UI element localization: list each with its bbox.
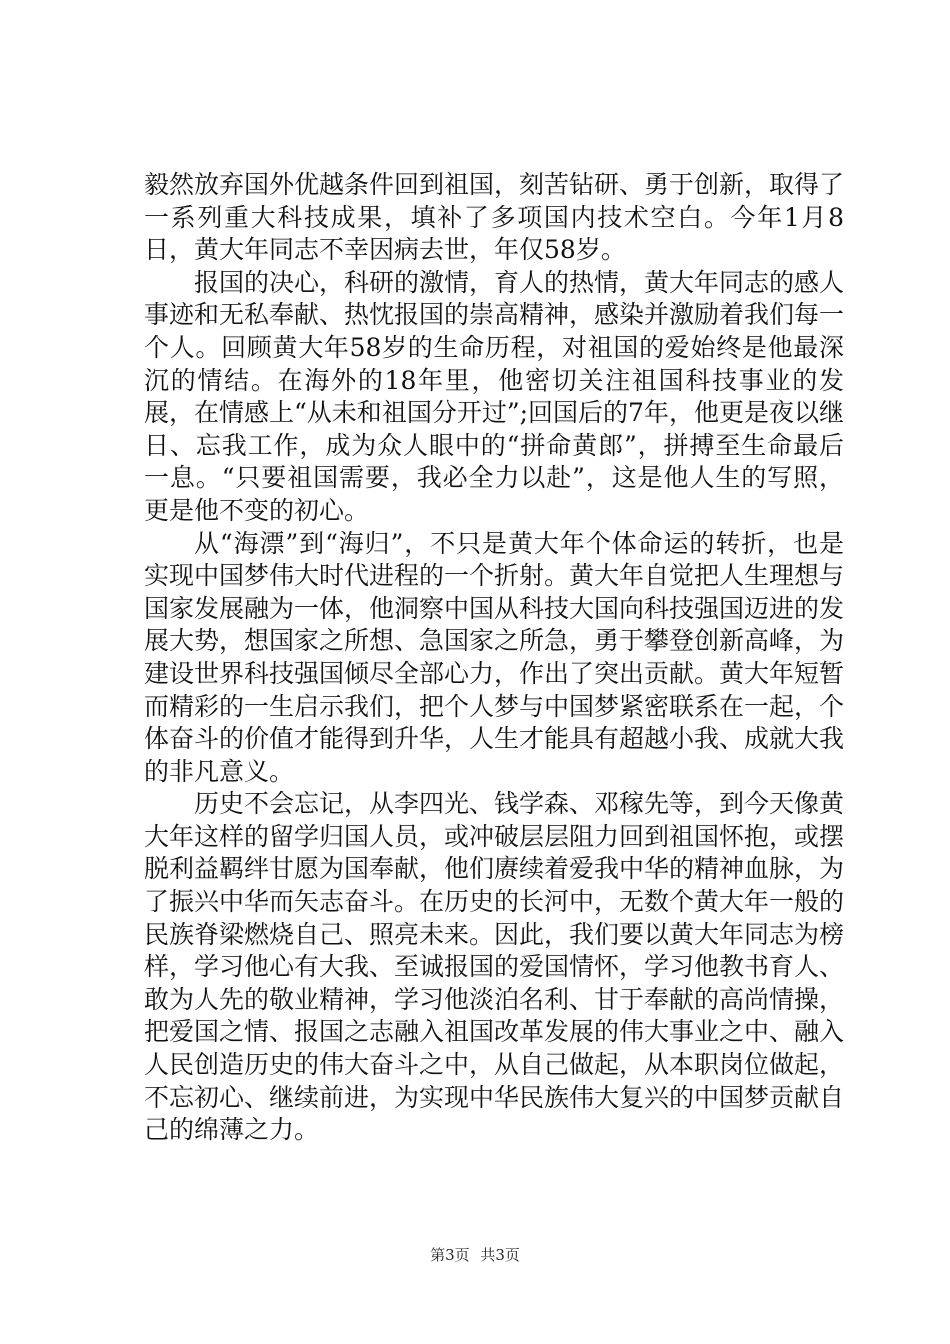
- paragraph-continued: 毅然放弃国外优越条件回到祖国，刻苦钻研、勇于创新，取得了一系列重大科技成果，填补了多项国内技术空白。今年1月8日，黄大年同志不幸因病去世，年仅58岁。: [144, 170, 845, 265]
- page-number: 第3页: [430, 1246, 470, 1264]
- page-total: 共3页: [480, 1246, 520, 1264]
- paragraph: 报国的决心，科研的激情，育人的热情，黄大年同志的感人事迹和无私奉献、热忱报国的崇高精神，感染并激励着我们每一个人。回顾黄大年58岁的生命历程，对祖国的爱始终是他最深沉的情结。在海外的18年里，他密切关注祖国科技事业的发展，在情感上“从未和祖国分开过”;回国后的7年，他更是夜以继日、忘我工作，成为众人眼中的“拼命黄郎”，拼搏至生命最后一息。“只要祖国需要，我必全力以赴”，这是他人生的写照，更是他不变的初心。: [144, 267, 845, 525]
- document-body: [144, 169, 844, 1147]
- paragraph: 从“海漂”到“海归”，不只是黄大年个体命运的转折，也是实现中国梦伟大时代进程的一个折射。黄大年自觉把人生理想与国家发展融为一体，他洞察中国从科技大国向科技强国迈进的发展大势，想国家之所想、急国家之所急，勇于攀登创新高峰，为建设世界科技强国倾尽全部心力，作出了突出贡献。黄大年短暂而精彩的一生启示我们，把个人梦与中国梦紧密联系在一起，个体奋斗的价值才能得到升华，人生才能具有超越小我、成就大我的非凡意义。: [144, 528, 845, 786]
- paragraph: 历史不会忘记，从李四光、钱学森、邓稼先等，到今天像黄大年这样的留学归国人员，或冲破层层阻力回到祖国怀抱，或摆脱利益羁绊甘愿为国奉献，他们赓续着爱我中华的精神血脉，为了振兴中华而矢志奋斗。在历史的长河中，无数个黄大年一般的民族脊梁燃烧自己、照亮未来。因此，我们要以黄大年同志为榜样，学习他心有大我、至诚报国的爱国情怀，学习他教书育人、敢为人先的敬业精神，学习他淡泊名利、甘于奉献的高尚情操，把爱国之情、报国之志融入祖国改革发展的伟大事业之中、融入人民创造历史的伟大奋斗之中，从自己做起，从本职岗位做起，不忘初心、继续前进，为实现中华民族伟大复兴的中国梦贡献自己的绵薄之力。: [144, 789, 845, 1145]
- page-footer: [0, 1244, 950, 1265]
